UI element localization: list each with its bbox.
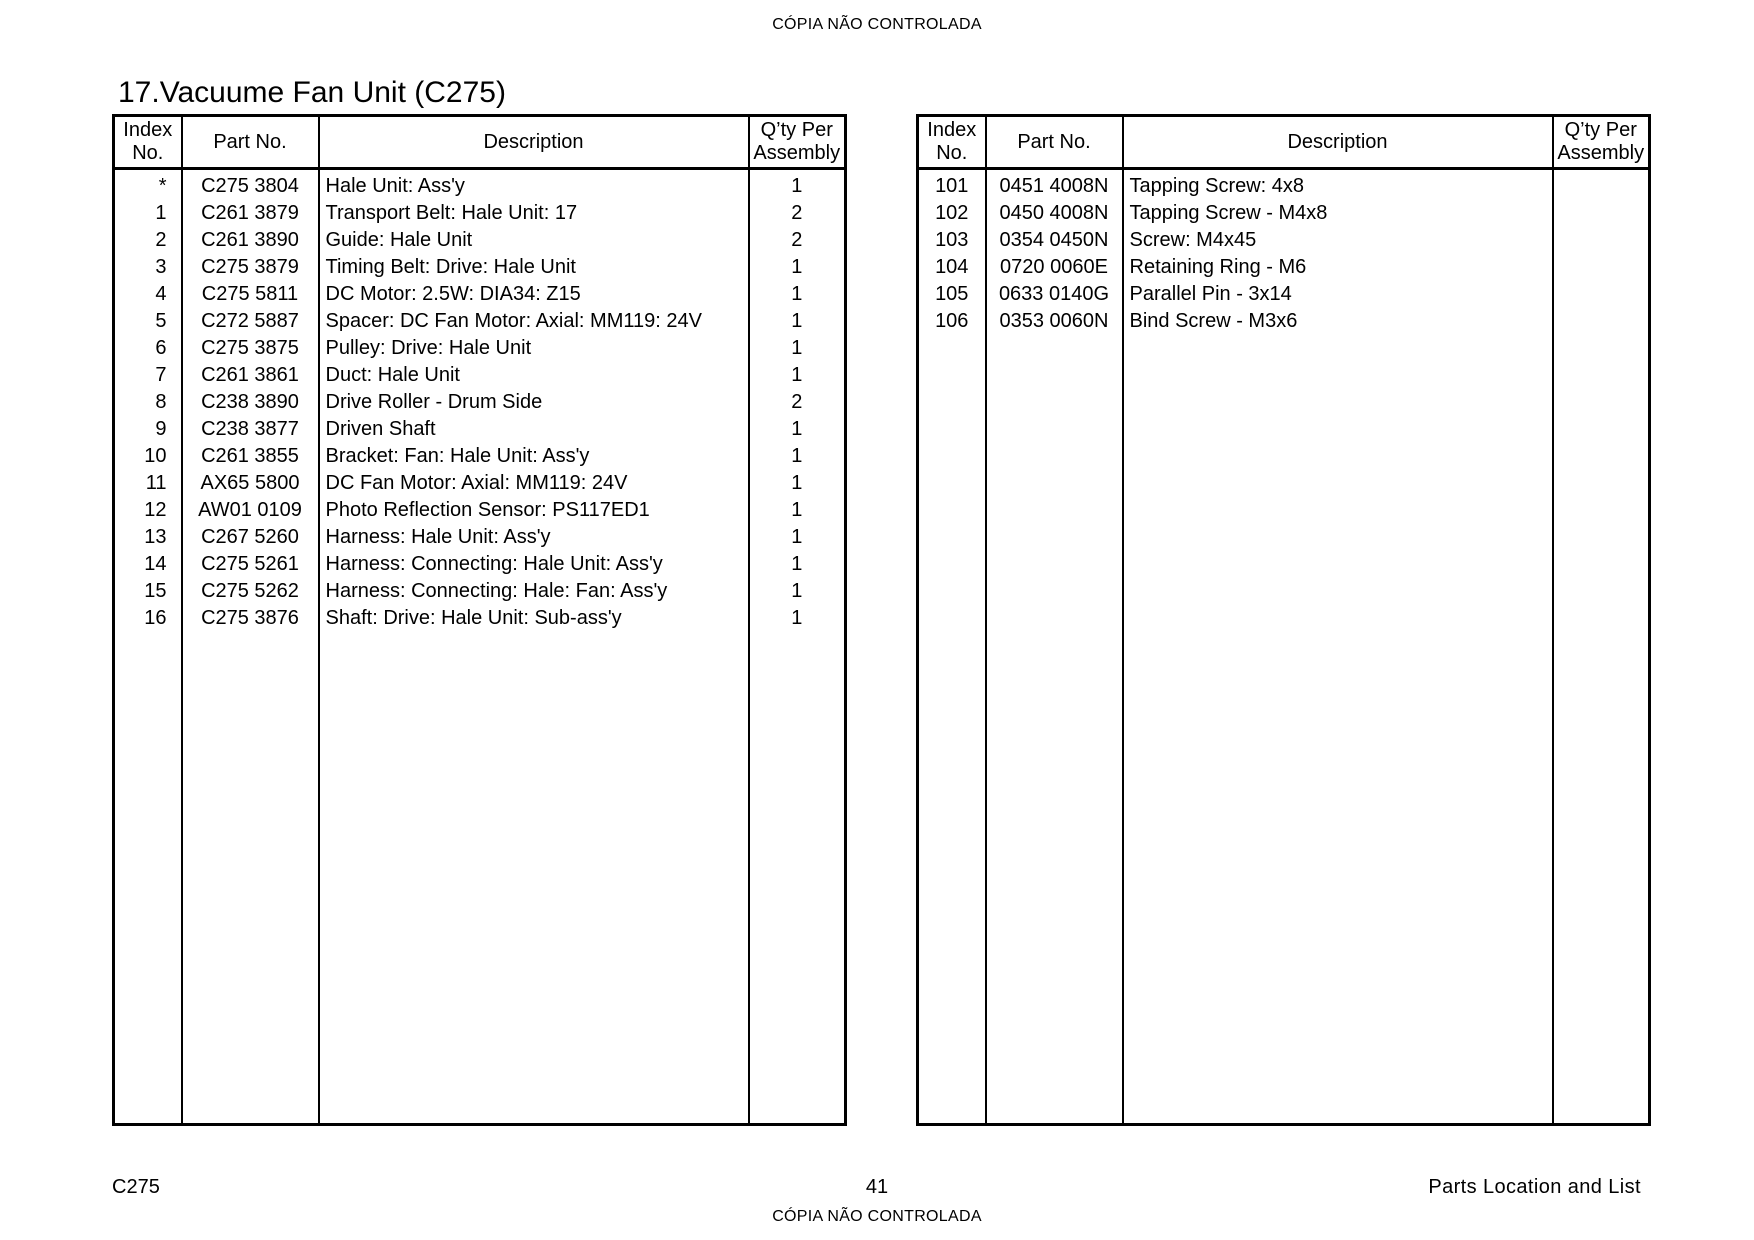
description-cell: Tapping Screw: 4x8: [1123, 169, 1553, 201]
empty-cell: [182, 632, 319, 1125]
part-no-cell: 0720 0060E: [986, 254, 1123, 281]
table-row: [918, 169, 1650, 201]
qty-cell: 1: [749, 551, 846, 578]
table-row: [114, 416, 846, 443]
table-row: [114, 551, 846, 578]
description-cell: Retaining Ring - M6: [1123, 254, 1553, 281]
index-cell: 1: [155, 202, 167, 224]
index-cell: 9: [155, 418, 167, 440]
parts-table-right-body: [918, 169, 1650, 1125]
description-cell: Timing Belt: Drive: Hale Unit: [319, 254, 749, 281]
table-header-row: [918, 116, 1650, 169]
index-cell: 101: [935, 175, 969, 197]
empty-cell: [986, 335, 1123, 1125]
table-row: [918, 200, 1650, 227]
index-cell: 103: [935, 229, 969, 251]
part-no-cell: AX65 5800: [182, 470, 319, 497]
index-cell: 3: [155, 256, 167, 278]
filler-row: [114, 632, 846, 1125]
description-cell: Tapping Screw - M4x8: [1123, 200, 1553, 227]
empty-cell: [749, 632, 846, 1125]
qty-cell: 1: [749, 470, 846, 497]
table-row: [114, 470, 846, 497]
part-no-cell: C275 3875: [182, 335, 319, 362]
index-cell: 5: [155, 310, 167, 332]
description-cell: Harness: Hale Unit: Ass'y: [319, 524, 749, 551]
index-cell: 102: [935, 202, 969, 224]
empty-cell: [918, 335, 986, 1125]
index-header-line2: No.: [936, 142, 968, 164]
qty-header: [1553, 116, 1650, 169]
index-cell: 14: [144, 553, 167, 575]
qty-cell: [1553, 227, 1650, 254]
description-cell: Drive Roller - Drum Side: [319, 389, 749, 416]
part-no-cell: 0353 0060N: [986, 308, 1123, 335]
part-no-cell: C261 3890: [182, 227, 319, 254]
part-no-cell: AW01 0109: [182, 497, 319, 524]
table-row: [918, 254, 1650, 281]
empty-cell: [114, 632, 182, 1125]
qty-header: [749, 116, 846, 169]
qty-cell: 1: [749, 308, 846, 335]
watermark-bottom: CÓPIA NÃO CONTROLADA: [772, 1208, 982, 1225]
table-row: [114, 362, 846, 389]
part-no-cell: C275 3876: [182, 605, 319, 632]
empty-cell: [1553, 335, 1650, 1125]
index-header-line1: Index: [927, 119, 977, 141]
part-no-cell: C261 3855: [182, 443, 319, 470]
parts-table-right: [916, 114, 1651, 1126]
footer-section: Parts Location and List: [1428, 1176, 1641, 1198]
qty-cell: 1: [749, 281, 846, 308]
part-no-cell: C275 5261: [182, 551, 319, 578]
index-header-line1: Index: [123, 119, 173, 141]
index-cell: 11: [145, 472, 167, 494]
part-no-header: Part No.: [182, 116, 319, 169]
description-cell: Spacer: DC Fan Motor: Axial: MM119: 24V: [319, 308, 749, 335]
index-cell: 10: [144, 445, 167, 467]
description-cell: Bind Screw - M3x6: [1123, 308, 1553, 335]
qty-cell: [1553, 254, 1650, 281]
table-row: [114, 578, 846, 605]
footer-page-number: 41: [865, 1176, 889, 1198]
qty-cell: 2: [749, 389, 846, 416]
empty-cell: [1123, 335, 1553, 1125]
part-no-cell: C275 5811: [182, 281, 319, 308]
description-cell: Parallel Pin - 3x14: [1123, 281, 1553, 308]
table-row: [114, 389, 846, 416]
description-cell: Hale Unit: Ass'y: [319, 169, 749, 201]
table-header-row: [114, 116, 846, 169]
qty-cell: [1553, 281, 1650, 308]
part-no-cell: C272 5887: [182, 308, 319, 335]
description-cell: Bracket: Fan: Hale Unit: Ass'y: [319, 443, 749, 470]
qty-cell: 1: [749, 169, 846, 201]
index-cell: 6: [155, 337, 167, 359]
index-header-line2: No.: [132, 142, 164, 164]
description-cell: Pulley: Drive: Hale Unit: [319, 335, 749, 362]
qty-cell: [1553, 308, 1650, 335]
table-row: [918, 227, 1650, 254]
table-row: [114, 497, 846, 524]
qty-cell: 2: [749, 227, 846, 254]
qty-cell: 2: [749, 200, 846, 227]
parts-table-left-body: [114, 169, 846, 1125]
table-row: [114, 308, 846, 335]
part-no-cell: C261 3879: [182, 200, 319, 227]
table-row: [114, 281, 846, 308]
table-row: [114, 169, 846, 201]
qty-cell: 1: [749, 443, 846, 470]
part-no-header: Part No.: [986, 116, 1123, 169]
qty-header-line1: Q’ty Per: [760, 119, 833, 141]
description-cell: DC Fan Motor: Axial: MM119: 24V: [319, 470, 749, 497]
qty-cell: 1: [749, 524, 846, 551]
table-row: [114, 200, 846, 227]
index-cell: 12: [144, 499, 167, 521]
index-cell: 106: [935, 310, 969, 332]
part-no-cell: C275 5262: [182, 578, 319, 605]
description-cell: Harness: Connecting: Hale: Fan: Ass'y: [319, 578, 749, 605]
qty-cell: 1: [749, 362, 846, 389]
table-row: [114, 254, 846, 281]
qty-cell: [1553, 169, 1650, 201]
part-no-cell: C267 5260: [182, 524, 319, 551]
table-row: [114, 443, 846, 470]
description-cell: Duct: Hale Unit: [319, 362, 749, 389]
part-no-cell: C238 3890: [182, 389, 319, 416]
part-no-cell: 0633 0140G: [986, 281, 1123, 308]
part-no-cell: C275 3879: [182, 254, 319, 281]
qty-cell: 1: [749, 254, 846, 281]
page-title: 17.Vacuume Fan Unit (C275): [118, 76, 506, 109]
part-no-cell: C275 3804: [182, 169, 319, 201]
table-row: [114, 524, 846, 551]
table-row: [114, 605, 846, 632]
description-cell: Harness: Connecting: Hale Unit: Ass'y: [319, 551, 749, 578]
filler-row: [918, 335, 1650, 1125]
description-cell: Shaft: Drive: Hale Unit: Sub-ass'y: [319, 605, 749, 632]
description-cell: Guide: Hale Unit: [319, 227, 749, 254]
qty-cell: 1: [749, 578, 846, 605]
parts-table-left: [112, 114, 847, 1126]
index-cell: *: [158, 175, 167, 197]
index-no-header: [918, 116, 986, 169]
part-no-cell: 0450 4008N: [986, 200, 1123, 227]
index-cell: 7: [155, 364, 167, 386]
part-no-cell: 0354 0450N: [986, 227, 1123, 254]
index-cell: 104: [935, 256, 969, 278]
description-cell: Screw: M4x45: [1123, 227, 1553, 254]
qty-header-line2: Assembly: [753, 142, 841, 164]
part-no-cell: C261 3861: [182, 362, 319, 389]
index-cell: 16: [144, 607, 167, 629]
index-cell: 105: [935, 283, 969, 305]
qty-cell: [1553, 200, 1650, 227]
qty-cell: 1: [749, 605, 846, 632]
table-row: [114, 335, 846, 362]
qty-header-line1: Q’ty Per: [1564, 119, 1637, 141]
table-row: [918, 308, 1650, 335]
table-row: [114, 227, 846, 254]
qty-header-line2: Assembly: [1557, 142, 1645, 164]
part-no-cell: C238 3877: [182, 416, 319, 443]
description-cell: Transport Belt: Hale Unit: 17: [319, 200, 749, 227]
index-cell: 2: [155, 229, 167, 251]
description-cell: DC Motor: 2.5W: DIA34: Z15: [319, 281, 749, 308]
description-header: Description: [319, 116, 749, 169]
description-cell: Photo Reflection Sensor: PS117ED1: [319, 497, 749, 524]
table-row: [918, 281, 1650, 308]
qty-cell: 1: [749, 497, 846, 524]
index-cell: 13: [144, 526, 167, 548]
index-no-header: [114, 116, 182, 169]
part-no-cell: 0451 4008N: [986, 169, 1123, 201]
index-cell: 15: [144, 580, 167, 602]
watermark-top: CÓPIA NÃO CONTROLADA: [772, 16, 982, 33]
index-cell: 8: [155, 391, 167, 413]
footer-model: C275: [112, 1176, 160, 1198]
index-cell: 4: [155, 283, 167, 305]
empty-cell: [319, 632, 749, 1125]
description-header: Description: [1123, 116, 1553, 169]
qty-cell: 1: [749, 335, 846, 362]
qty-cell: 1: [749, 416, 846, 443]
description-cell: Driven Shaft: [319, 416, 749, 443]
